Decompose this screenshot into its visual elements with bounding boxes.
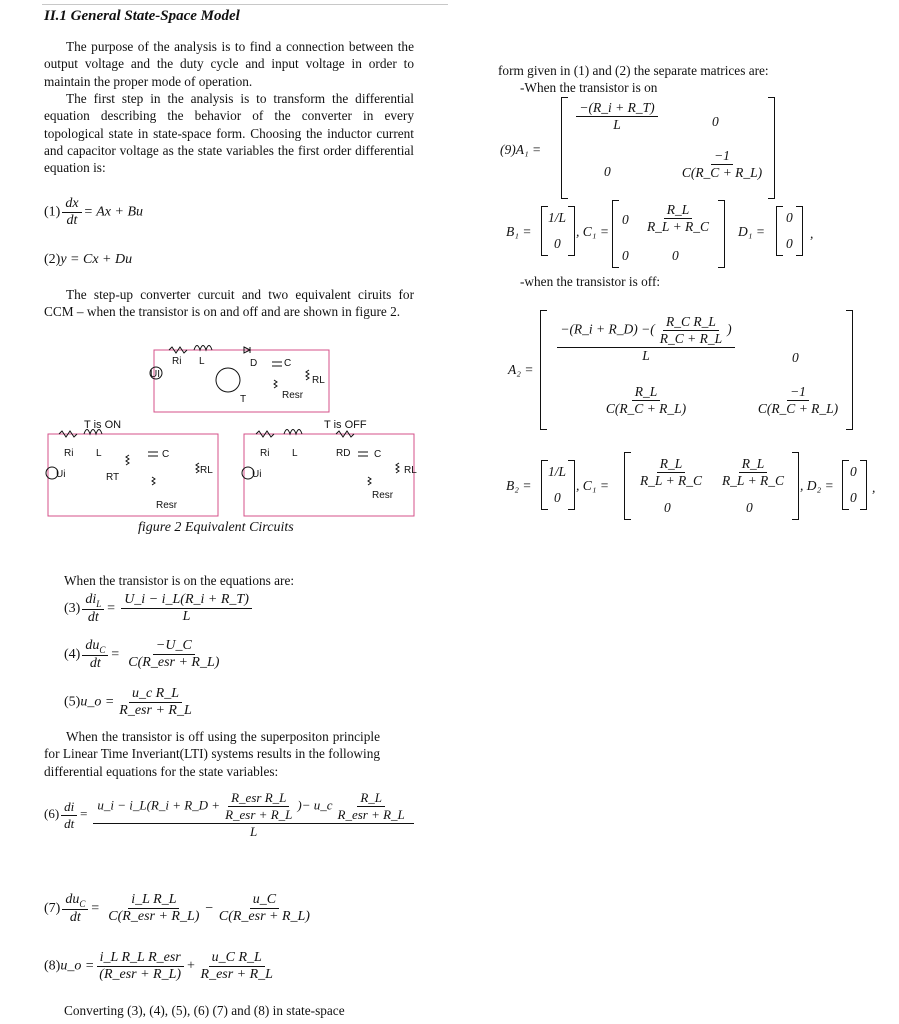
main-label-d: D bbox=[250, 358, 258, 369]
d1-r2: 0 bbox=[786, 236, 793, 251]
off-title: T is OFF bbox=[324, 419, 367, 431]
on-label-resr: Resr bbox=[156, 500, 178, 511]
d1-label: D₁ = bbox=[738, 224, 765, 239]
b2-bracket-left bbox=[541, 460, 548, 510]
c2-label: , C₁ = bbox=[576, 478, 609, 493]
main-label-ui: UI bbox=[150, 369, 160, 380]
intro-paragraph-1: The purpose of the analysis is to find a connection between the output voltage and the duty cycle and input voltage in order to maintain the proper mode of operation. bbox=[44, 39, 414, 89]
b1-r1: 1/L bbox=[548, 210, 567, 225]
equation-5: (5)u_o = $\frac{\text{u\_c R\_L}}{\text{R\_esr + R\_L}}$ bbox=[64, 686, 192, 718]
off-label-ri: Ri bbox=[260, 448, 270, 459]
equation-2: (2)y = Cx + Du bbox=[44, 252, 133, 267]
main-label-t: T bbox=[240, 394, 247, 405]
off-circuit bbox=[242, 430, 414, 517]
on-label-ui: Ui bbox=[56, 469, 66, 480]
right-intro: form given in (1) and (2) the separate matrices are: bbox=[498, 63, 769, 78]
d1-bracket-right bbox=[796, 206, 803, 256]
d2-bracket-right bbox=[860, 460, 867, 510]
c2-r2c2: 0 bbox=[746, 500, 753, 515]
equation-6: (6) $\frac{di}{dt}$ = u_i − i_L(R_i + R_D + $\frac{\text{R\_esr R\_L}}{\text{R\_esr + R\_L}}$ )− u_c $\frac{R\_L}{\text{R\_esr + R\_L}}$ L bbox=[44, 790, 416, 840]
on-circuit bbox=[46, 430, 218, 517]
a1-bracket-left bbox=[561, 97, 568, 199]
d2-label: , D₂ = bbox=[800, 478, 834, 493]
off-label-c: C bbox=[374, 449, 382, 460]
d2-r2: 0 bbox=[850, 490, 857, 505]
a2-r2c1: $\frac{R\_L}{C(R\_C + R\_L)}$ bbox=[605, 384, 687, 416]
on-label-l: L bbox=[96, 448, 102, 459]
d1-bracket-left bbox=[776, 206, 783, 256]
c1-r1c2: $\frac{R\_L}{R\_L + R\_C}$ bbox=[646, 202, 710, 234]
section-title: II.1 General State-Space Model bbox=[44, 8, 240, 24]
c1-r2c1: 0 bbox=[622, 248, 629, 263]
b1-bracket-left bbox=[541, 206, 548, 256]
main-label-c: C bbox=[284, 358, 292, 369]
main-label-ri: Ri bbox=[172, 356, 182, 367]
b2-r2: 0 bbox=[554, 490, 561, 505]
c1-label: , C₁ = bbox=[576, 224, 609, 239]
d2-bracket-left bbox=[842, 460, 849, 510]
c1-bracket-left bbox=[612, 200, 619, 268]
b1-r2: 0 bbox=[554, 236, 561, 251]
a1-r2c1: 0 bbox=[604, 164, 611, 179]
a2-r1c1: −(R_i + R_D) −( $\frac{\text{R\_C R\_L}}{R\_C + R\_L}$ ) L bbox=[546, 314, 742, 364]
on-heading: -When the transistor is on bbox=[520, 80, 658, 95]
d2-r1: 0 bbox=[850, 464, 857, 479]
d1-comma: , bbox=[810, 226, 814, 241]
b1-label: B₁ = bbox=[506, 224, 532, 239]
closing-text: Converting (3), (4), (5), (6) (7) and (8) in state-space bbox=[64, 1003, 345, 1018]
a2-label: A₂ = bbox=[508, 362, 534, 377]
b2-r1: 1/L bbox=[548, 464, 567, 479]
main-label-resr: Resr bbox=[282, 390, 304, 401]
b1-bracket-right bbox=[568, 206, 575, 256]
off-text-paragraph: When the transistor is off using the superpositon principle for Linear Time Inveriant(LTI) systems results in the following differential equations for the state variables: bbox=[44, 729, 380, 779]
on-label-rl: RL bbox=[200, 465, 213, 476]
equation-3: (3) $\frac{di_L}{dt}$ = $\frac{U\_i - i\_L(R\_i + R\_T)}{L}$ bbox=[64, 592, 254, 626]
off-label-l: L bbox=[292, 448, 298, 459]
on-title: T is ON bbox=[84, 419, 122, 431]
equation-1: (1) $\frac{dx}{dt}$ = Ax + Bu bbox=[44, 196, 144, 228]
a1-r2c2: $\frac{-1}{C(R\_C + R\_L)}$ bbox=[681, 148, 763, 180]
a1-label: (9)A₁ = bbox=[500, 142, 542, 157]
figure-intro-paragraph: The step-up converter curcuit and two equivalent ciruits for CCM – when the transistor is on and off and are shown in figure 2. bbox=[44, 287, 414, 320]
intro-paragraph-2: The first step in the analysis is to transform the differential equation describing the behavior of the converter in every topological state in state-space form. Choosing the inductor current and capacitor voltage as the state variables the first order differential equation is: bbox=[44, 91, 414, 176]
header-rule bbox=[42, 4, 448, 5]
off-label-ui: Ui bbox=[252, 469, 262, 480]
c2-r2c1: 0 bbox=[664, 500, 671, 515]
a2-r2c2: $\frac{-1}{C(R\_C + R\_L)}$ bbox=[757, 384, 839, 416]
b2-bracket-right bbox=[568, 460, 575, 510]
equation-8: (8)u_o = $\frac{\text{i\_L R\_L R\_esr}}{\text{(R\_esr + R\_L)}}$ + $\frac{\text{u\_C R\_L}}{\text{R\_esr + R\_L}}$ bbox=[44, 950, 273, 982]
off-heading: -when the transistor is off: bbox=[520, 274, 661, 289]
c2-bracket-right bbox=[792, 452, 799, 520]
on-label-rt: RT bbox=[106, 472, 120, 483]
off-label-rl: RL bbox=[404, 465, 417, 476]
equivalent-circuits-figure bbox=[44, 340, 424, 520]
a2-r1c2: 0 bbox=[792, 350, 799, 365]
on-label-ri: Ri bbox=[64, 448, 74, 459]
a1-r1c1: $\frac{-(R\_i + R\_T)}{L}$ bbox=[570, 100, 660, 133]
equation-7: (7) $\frac{du_C}{dt}$ = $\frac{\text{i\_L R\_L}}{\text{C(R\_esr + R\_L)}}$ − $\frac{u\_C}{\text{C(R\_esr + R\_L)}}$ bbox=[44, 892, 310, 925]
c1-r2c2: 0 bbox=[672, 248, 679, 263]
on-label-c: C bbox=[162, 449, 170, 460]
c2-r1c1: $\frac{R\_L}{R\_L + R\_C}$ bbox=[639, 456, 703, 488]
d2-comma: , bbox=[872, 480, 876, 495]
a1-r1c2: 0 bbox=[712, 114, 719, 129]
c1-bracket-right bbox=[718, 200, 725, 268]
on-text: When the transistor is on the equations are: bbox=[64, 573, 295, 588]
off-label-resr: Resr bbox=[372, 490, 394, 501]
b2-label: B₂ = bbox=[506, 478, 532, 493]
equation-4: (4) $\frac{du_C}{dt}$ = $\frac{-U\_C}{\text{C(R\_esr + R\_L)}}$ bbox=[64, 638, 220, 671]
main-label-l: L bbox=[199, 356, 205, 367]
figure-caption: figure 2 Equivalent Circuits bbox=[138, 520, 294, 535]
c1-r1c1: 0 bbox=[622, 212, 629, 227]
off-label-rd: RD bbox=[336, 448, 351, 459]
c2-r1c2: $\frac{R\_L}{R\_L + R\_C}$ bbox=[721, 456, 785, 488]
d1-r1: 0 bbox=[786, 210, 793, 225]
main-label-rl: RL bbox=[312, 375, 325, 386]
